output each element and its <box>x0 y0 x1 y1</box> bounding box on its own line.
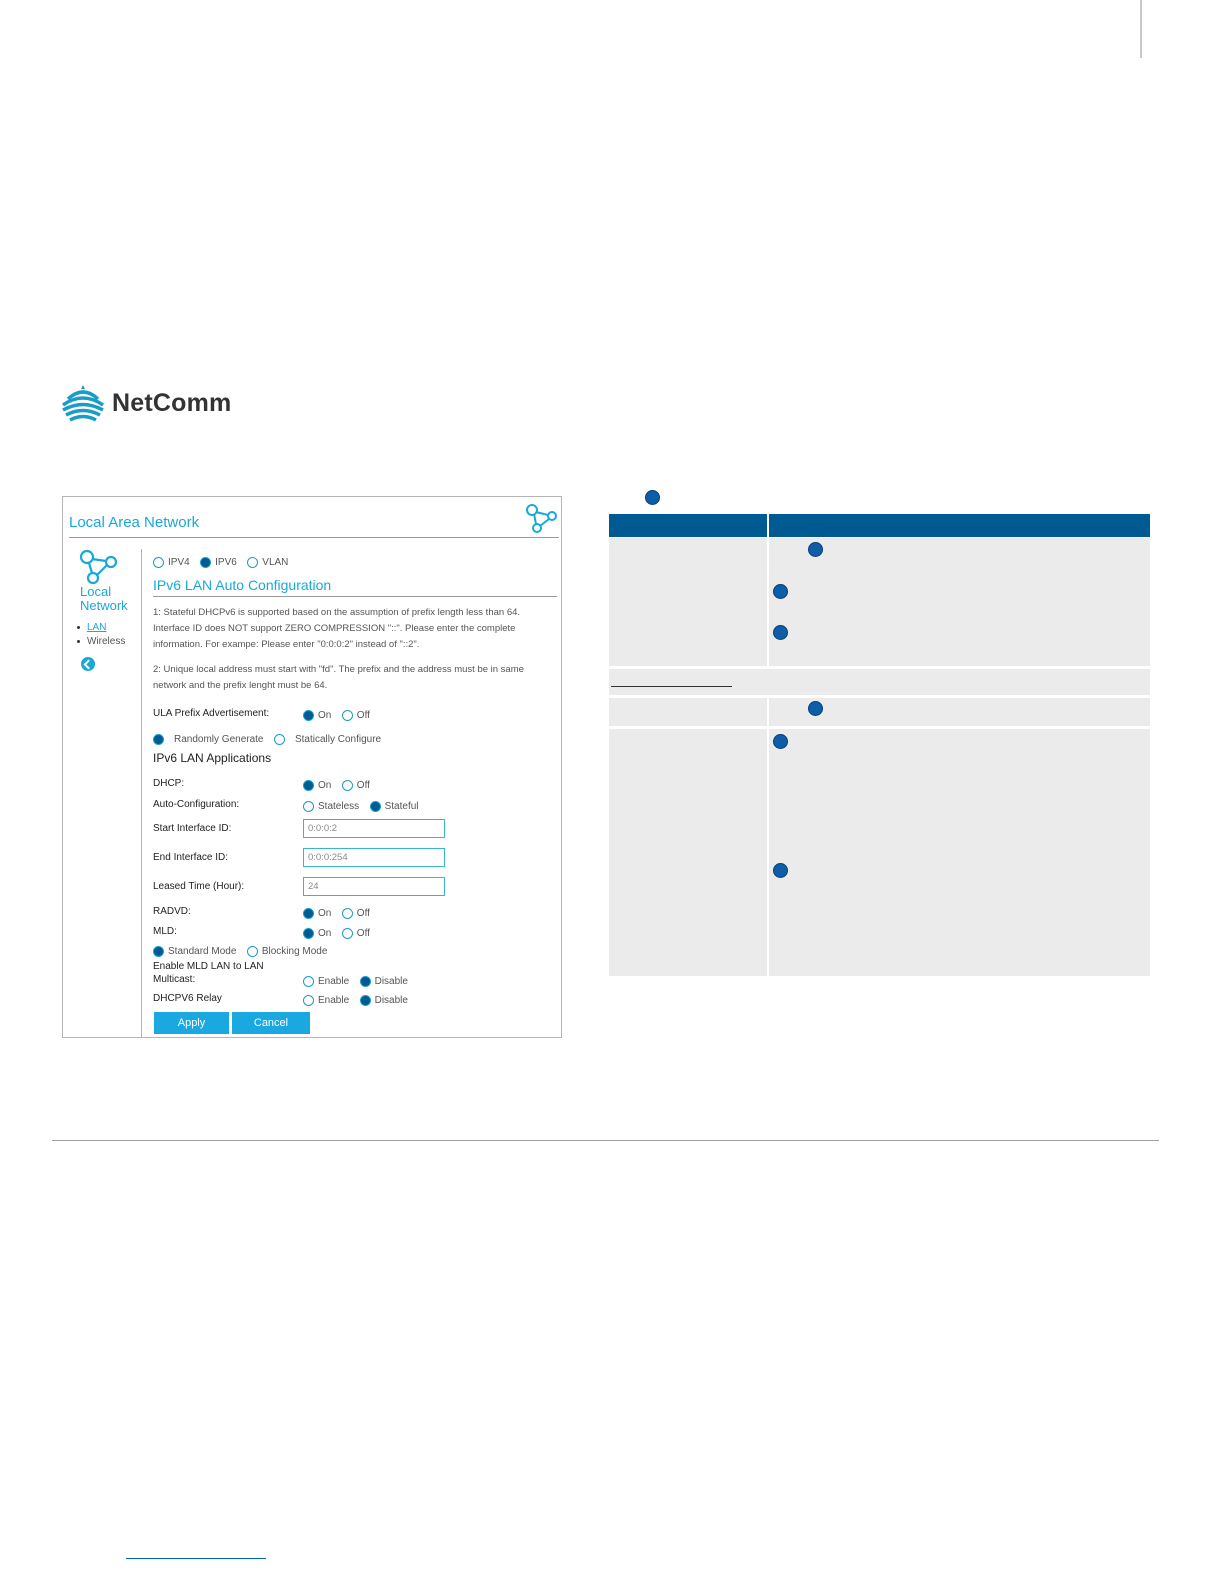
table-column-divider <box>767 538 769 666</box>
vlan-radio[interactable] <box>247 557 258 568</box>
autoconf-toggle: Stateless Stateful <box>303 798 425 816</box>
table-header <box>609 514 1150 537</box>
table-row <box>609 698 1150 726</box>
ula-mode: Randomly Generate Statically Configure <box>153 731 387 749</box>
lease-label: Leased Time (Hour): <box>153 881 245 892</box>
autoconf-label: Auto-Configuration: <box>153 799 240 810</box>
back-arrow-icon[interactable] <box>81 657 95 671</box>
ula-on-radio[interactable] <box>303 710 314 721</box>
dhcp-toggle: On Off <box>303 777 376 795</box>
start-id-label: Start Interface ID: <box>153 823 232 834</box>
mld-label: MLD: <box>153 926 177 937</box>
section-divider <box>153 596 557 597</box>
sidebar-divider <box>141 549 142 1037</box>
section-link[interactable] <box>611 686 732 687</box>
stateful-radio[interactable] <box>370 801 381 812</box>
stateless-radio[interactable] <box>303 801 314 812</box>
end-interface-id-input[interactable]: 0:0:0:254 <box>303 848 445 867</box>
radvd-toggle: On Off <box>303 905 376 923</box>
network-nodes-icon <box>525 502 559 534</box>
sidebar-nav <box>77 621 125 649</box>
netcomm-waves-icon <box>60 383 106 425</box>
ula-label: ULA Prefix Advertisement: <box>153 708 270 719</box>
statically-configure-radio[interactable] <box>274 734 285 745</box>
end-id-label: End Interface ID: <box>153 852 229 863</box>
relay-toggle: Enable Disable <box>303 992 414 1010</box>
footer-link[interactable] <box>126 1558 266 1559</box>
sidebar-item-wireless[interactable]: Wireless <box>77 635 125 649</box>
title-divider <box>69 537 559 538</box>
sidebar-title: Local Network <box>80 584 128 613</box>
mld-on-radio[interactable] <box>303 928 314 939</box>
callout-marker <box>645 490 660 505</box>
radvd-label: RADVD: <box>153 906 191 917</box>
mld-lan-enable-radio[interactable] <box>303 976 314 987</box>
callout-marker <box>773 584 788 599</box>
ula-toggle: On Off <box>303 707 376 725</box>
mld-lan-label: Enable MLD LAN to LAN Multicast: <box>153 961 264 985</box>
table-row <box>609 729 1150 976</box>
mld-off-radio[interactable] <box>342 928 353 939</box>
dhcp-on-radio[interactable] <box>303 780 314 791</box>
top-right-rule <box>1140 0 1142 58</box>
note-1: 1: Stateful DHCPv6 is supported based on the assumption of prefix length less than 64. Interface ID does NOT support ZERO COMPRESSION "::". Please enter the complete information. For exampe: Please enter "0:0:0:2" instead of "::2". <box>153 607 521 650</box>
randomly-generate-radio[interactable] <box>153 734 164 745</box>
footer-rule <box>52 1140 1159 1141</box>
callout-marker <box>773 625 788 640</box>
callout-marker <box>773 863 788 878</box>
mld-mode: Standard Mode Blocking Mode <box>153 943 333 961</box>
table-row <box>609 538 1150 666</box>
leased-time-input[interactable]: 24 <box>303 877 445 896</box>
note-2: 2: Unique local address must start with "fd". The prefix and the address must be in same network and the prefix lenght must be 64. <box>153 664 524 691</box>
relay-disable-radio[interactable] <box>360 995 371 1006</box>
callout-marker <box>808 542 823 557</box>
panel-title: Local Area Network <box>69 514 200 531</box>
section-title: IPv6 LAN Auto Configuration <box>153 577 332 593</box>
mld-lan-toggle: Enable Disable <box>303 973 414 991</box>
apply-button[interactable]: Apply <box>154 1012 229 1034</box>
radvd-off-radio[interactable] <box>342 908 353 919</box>
radvd-on-radio[interactable] <box>303 908 314 919</box>
callout-marker <box>808 701 823 716</box>
apps-title: IPv6 LAN Applications <box>153 751 272 765</box>
table-row <box>609 669 1150 695</box>
callout-marker <box>773 734 788 749</box>
ipv6-radio[interactable] <box>200 557 211 568</box>
dhcp-off-radio[interactable] <box>342 780 353 791</box>
table-column-divider <box>767 729 769 976</box>
relay-label: DHCPV6 Relay <box>153 993 222 1004</box>
local-network-icon <box>79 549 119 585</box>
mld-toggle: On Off <box>303 925 376 943</box>
ula-off-radio[interactable] <box>342 710 353 721</box>
standard-mode-radio[interactable] <box>153 946 164 957</box>
netcomm-logo <box>60 383 250 427</box>
blocking-mode-radio[interactable] <box>247 946 258 957</box>
mld-lan-disable-radio[interactable] <box>360 976 371 987</box>
local-area-network-panel <box>62 496 562 1038</box>
cancel-button[interactable]: Cancel <box>232 1012 310 1034</box>
table-column-divider <box>767 698 769 726</box>
sidebar-item-lan[interactable]: LAN <box>77 621 125 635</box>
ip-version-selector: IPV4 IPV6 VLAN <box>153 554 294 572</box>
dhcp-label: DHCP: <box>153 778 185 789</box>
relay-enable-radio[interactable] <box>303 995 314 1006</box>
brand-name: NetComm <box>112 389 232 417</box>
start-interface-id-input[interactable]: 0:0:0:2 <box>303 819 445 838</box>
ipv4-radio[interactable] <box>153 557 164 568</box>
table-header-divider <box>767 514 769 537</box>
